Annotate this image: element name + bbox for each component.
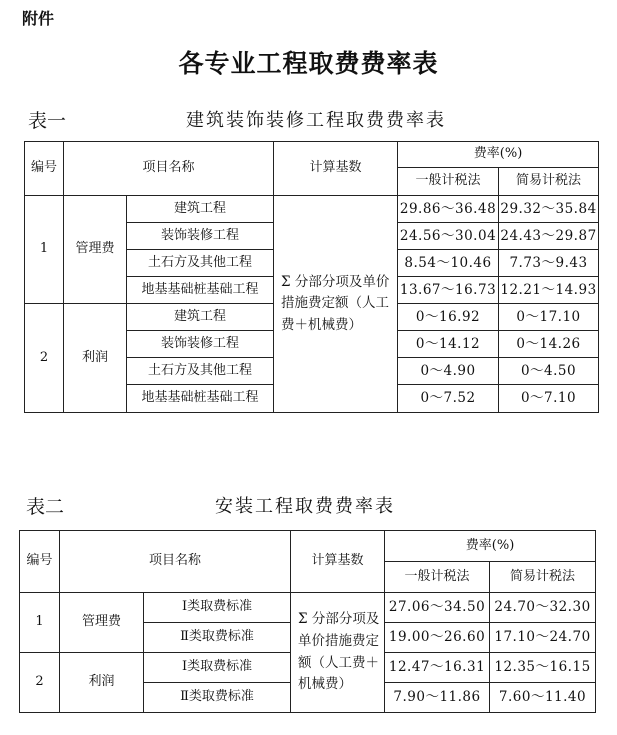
simple-rate: 7.60～11.40 xyxy=(490,683,596,713)
sub-item: 建筑工程 xyxy=(127,304,274,331)
simple-rate: 12.35～16.15 xyxy=(490,653,596,683)
group-no: 1 xyxy=(20,593,60,653)
header-simple: 简易计税法 xyxy=(490,562,596,593)
table1-label: 表一 xyxy=(28,110,67,132)
simple-rate: 12.21～14.93 xyxy=(499,277,599,304)
simple-rate: 7.73～9.43 xyxy=(499,250,599,277)
general-rate: 27.06～34.50 xyxy=(385,593,490,623)
header-no: 编号 xyxy=(25,142,64,196)
calc-base: Σ 分部分项及单价措施费定额（人工费＋机械费） xyxy=(291,593,385,713)
sub-item: 土石方及其他工程 xyxy=(127,358,274,385)
general-rate: 0～4.90 xyxy=(398,358,499,385)
group-name: 管理费 xyxy=(64,196,127,304)
general-rate: 12.47～16.31 xyxy=(385,653,490,683)
header-no: 编号 xyxy=(20,531,60,593)
header-rate: 费率(%) xyxy=(398,142,599,168)
sub-item: 土石方及其他工程 xyxy=(127,250,274,277)
table2-name: 安装工程取费费率表 xyxy=(215,496,395,517)
attachment-label: 附件 xyxy=(22,9,55,28)
simple-rate: 0～4.50 xyxy=(499,358,599,385)
simple-rate: 24.43～29.87 xyxy=(499,223,599,250)
general-rate: 7.90～11.86 xyxy=(385,683,490,713)
sub-item: Ⅰ类取费标准 xyxy=(144,653,291,683)
simple-rate: 0～7.10 xyxy=(499,385,599,413)
simple-rate: 17.10～24.70 xyxy=(490,623,596,653)
header-simple: 简易计税法 xyxy=(499,168,599,196)
sub-item: 建筑工程 xyxy=(127,196,274,223)
general-rate: 0～16.92 xyxy=(398,304,499,331)
group-no: 2 xyxy=(25,304,64,413)
header-general: 一般计税法 xyxy=(398,168,499,196)
simple-rate: 24.70～32.30 xyxy=(490,593,596,623)
header-item: 项目名称 xyxy=(64,142,274,196)
header-rate: 费率(%) xyxy=(385,531,596,562)
table2-label: 表二 xyxy=(26,496,65,518)
simple-rate: 0～14.26 xyxy=(499,331,599,358)
sub-item: Ⅱ类取费标准 xyxy=(144,683,291,713)
general-rate: 19.00～26.60 xyxy=(385,623,490,653)
general-rate: 8.54～10.46 xyxy=(398,250,499,277)
header-base: 计算基数 xyxy=(274,142,398,196)
general-rate: 13.67～16.73 xyxy=(398,277,499,304)
table1 xyxy=(24,141,599,413)
group-name: 管理费 xyxy=(60,593,144,653)
general-rate: 0～14.12 xyxy=(398,331,499,358)
group-name: 利润 xyxy=(64,304,127,413)
general-rate: 29.86～36.48 xyxy=(398,196,499,223)
group-no: 2 xyxy=(20,653,60,713)
header-base: 计算基数 xyxy=(291,531,385,593)
header-item: 项目名称 xyxy=(60,531,291,593)
simple-rate: 0～17.10 xyxy=(499,304,599,331)
calc-base: Σ 分部分项及单价措施费定额（人工费＋机械费） xyxy=(274,196,398,413)
table1-name: 建筑装饰装修工程取费费率表 xyxy=(186,110,446,131)
sub-item: 地基基础桩基础工程 xyxy=(127,385,274,413)
group-name: 利润 xyxy=(60,653,144,713)
sub-item: Ⅱ类取费标准 xyxy=(144,623,291,653)
sub-item: 装饰装修工程 xyxy=(127,331,274,358)
sub-item: 装饰装修工程 xyxy=(127,223,274,250)
table2 xyxy=(19,530,596,713)
sub-item: 地基基础桩基础工程 xyxy=(127,277,274,304)
simple-rate: 29.32～35.84 xyxy=(499,196,599,223)
group-no: 1 xyxy=(25,196,64,304)
header-general: 一般计税法 xyxy=(385,562,490,593)
document-title: 各专业工程取费费率表 xyxy=(178,49,439,78)
general-rate: 0～7.52 xyxy=(398,385,499,413)
sub-item: Ⅰ类取费标准 xyxy=(144,593,291,623)
general-rate: 24.56～30.04 xyxy=(398,223,499,250)
